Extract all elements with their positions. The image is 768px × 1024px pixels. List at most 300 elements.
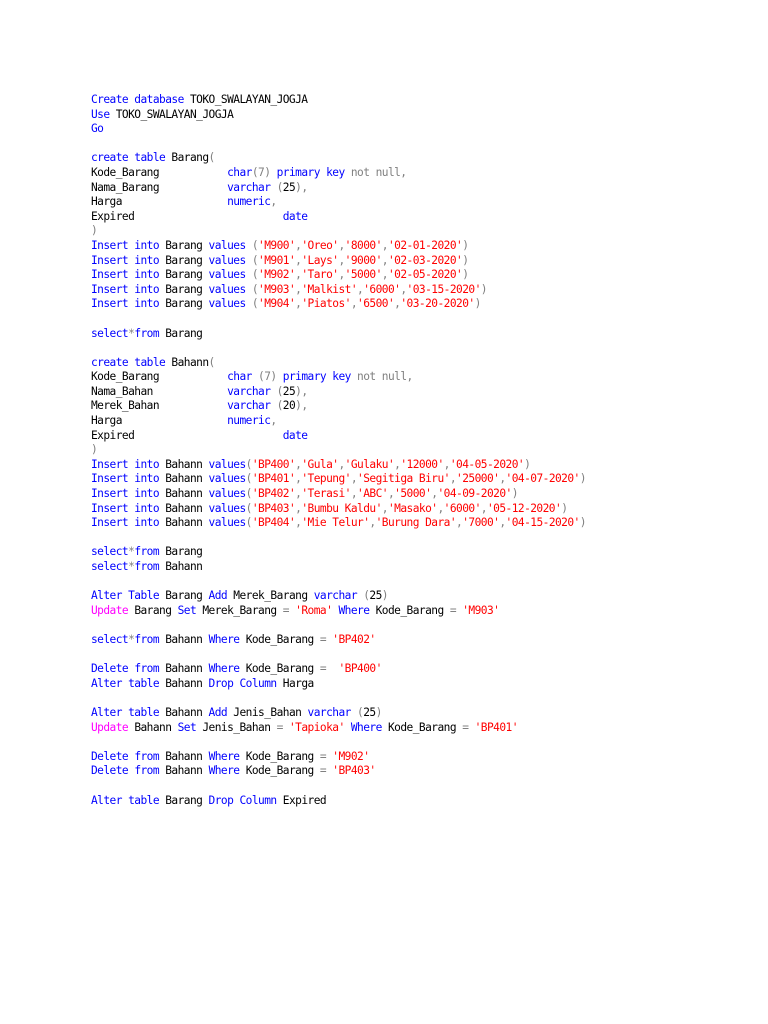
code-token: , <box>338 268 345 282</box>
code-token: 'M903' <box>258 282 296 296</box>
code-token: , <box>400 282 407 296</box>
code-token: , <box>449 472 457 486</box>
code-token: 'Gula' <box>301 457 339 471</box>
code-token: Barang <box>165 253 209 267</box>
code-token: , <box>295 282 302 296</box>
code-token: , <box>350 487 358 501</box>
code-line <box>91 516 586 531</box>
code-token: numeric <box>227 414 271 428</box>
code-token: Set <box>177 603 203 617</box>
code-token: Harga <box>91 414 228 428</box>
code-token: , <box>338 238 345 252</box>
code-token: 'BP403' <box>251 501 296 515</box>
code-token: varchar <box>307 705 358 719</box>
code-token: '5000' <box>344 268 382 282</box>
sql-code-block <box>91 93 586 808</box>
code-token: varchar <box>227 399 277 413</box>
code-token: from <box>134 662 166 676</box>
code-token: , <box>387 487 395 501</box>
code-token: char <box>227 370 259 384</box>
code-token: = <box>319 632 333 646</box>
code-token: , <box>295 472 302 486</box>
code-token: 'BP401' <box>251 472 296 486</box>
code-token: Expired <box>91 209 283 223</box>
code-token: , <box>437 501 444 515</box>
code-token: Create database <box>91 93 190 106</box>
code-token: Insert into <box>91 457 166 471</box>
code-token: Where <box>208 764 246 778</box>
code-token: values <box>208 472 246 486</box>
code-token: = <box>319 662 339 676</box>
code-token: 'Taro' <box>301 268 339 282</box>
code-token: 20 <box>282 399 296 413</box>
code-token: 'M903' <box>462 603 500 617</box>
code-token: ) <box>511 487 518 501</box>
code-token: values <box>208 282 252 296</box>
code-token: Alter table <box>91 793 166 807</box>
code-token: , <box>338 253 345 267</box>
code-token: 'Burung Dara' <box>375 516 457 530</box>
blank-line <box>91 531 586 546</box>
code-line <box>91 122 586 137</box>
code-token: , <box>270 414 277 428</box>
code-token: , <box>350 297 358 311</box>
code-line <box>91 166 586 181</box>
code-line <box>91 750 586 765</box>
code-line <box>91 108 586 123</box>
code-token: ( <box>251 253 259 267</box>
code-token: values <box>208 516 246 530</box>
code-token: '04-09-2020' <box>437 487 512 501</box>
code-line <box>91 677 586 692</box>
code-line <box>91 502 586 517</box>
code-token: Kode_Barang <box>387 720 463 734</box>
code-token: 'Mie Telur' <box>301 516 370 530</box>
code-token: create table <box>91 355 172 369</box>
code-token: select <box>91 632 129 646</box>
code-token: , <box>381 501 388 515</box>
code-token: Insert into <box>91 268 166 282</box>
code-token: 'BP403' <box>332 764 376 778</box>
code-token: , <box>443 457 450 471</box>
code-token: varchar <box>313 589 364 603</box>
code-token: char <box>227 165 252 179</box>
code-token: Barang <box>165 326 203 340</box>
code-token: not null, <box>350 165 407 179</box>
code-token: Bahann <box>171 355 209 369</box>
code-line <box>91 224 586 239</box>
code-token: Where <box>350 720 388 734</box>
blank-line <box>91 575 586 590</box>
code-token: date <box>282 428 308 442</box>
code-token: , <box>270 195 277 209</box>
code-token: from <box>134 632 166 646</box>
code-line <box>91 151 586 166</box>
code-line <box>91 721 586 736</box>
code-token: from <box>134 749 166 763</box>
code-token: Bahann <box>165 632 209 646</box>
code-token: 25 <box>282 180 296 194</box>
code-token: ) <box>462 268 469 282</box>
code-token: Bahann <box>165 516 209 530</box>
code-token: '8000' <box>344 238 382 252</box>
code-token: '02-01-2020' <box>387 238 463 252</box>
blank-line <box>91 691 586 706</box>
code-token: * <box>128 545 135 559</box>
code-token: values <box>208 457 246 471</box>
code-token: '5000' <box>394 487 432 501</box>
code-token: 'Gulaku' <box>344 457 395 471</box>
code-token: * <box>128 560 135 573</box>
code-token: ) <box>561 501 568 515</box>
code-token: Kode_Barang <box>245 749 320 763</box>
code-token: Drop Column <box>208 793 283 807</box>
code-token: ( <box>245 501 252 515</box>
code-token: , <box>381 238 388 252</box>
code-token: 'Tapioka' <box>288 720 351 734</box>
code-token: Barang <box>171 151 209 165</box>
code-token: Kode_Barang <box>245 662 320 676</box>
code-token: * <box>128 632 135 646</box>
code-token: Bahann <box>165 705 209 719</box>
code-token: 'M902' <box>332 749 370 763</box>
code-token: , <box>295 297 302 311</box>
code-token: Bahann <box>165 472 209 486</box>
code-token: Delete <box>91 662 135 676</box>
code-token: '02-03-2020' <box>387 253 463 267</box>
code-token: ( <box>251 297 259 311</box>
code-token: Barang <box>165 268 209 282</box>
code-token: '04-05-2020' <box>449 457 525 471</box>
code-line <box>91 327 586 342</box>
blank-line <box>91 137 586 152</box>
code-token: Insert into <box>91 238 166 252</box>
code-token: 25 <box>363 705 376 719</box>
code-line <box>91 414 586 429</box>
blank-line <box>91 341 586 356</box>
code-token: Jenis_Bahan <box>233 705 308 719</box>
code-token: values <box>208 297 252 311</box>
code-token: Expired <box>282 793 327 807</box>
code-token: varchar <box>227 384 277 398</box>
code-token: ( <box>245 487 252 501</box>
code-token: Kode_Barang <box>245 632 320 646</box>
code-token: Kode_Barang <box>91 370 228 384</box>
code-token: Kode_Barang <box>245 764 320 778</box>
code-token: '7000' <box>462 516 500 530</box>
code-token: ( <box>276 180 283 194</box>
code-token: Merek_Bahan <box>91 399 228 413</box>
code-token: , <box>369 516 376 530</box>
code-token: ) <box>462 238 469 252</box>
code-token: Bahann <box>165 487 209 501</box>
code-line <box>91 662 586 677</box>
code-token: 'BP402' <box>332 632 376 646</box>
code-token: 25 <box>282 384 296 398</box>
code-line <box>91 297 586 312</box>
code-token: not null, <box>357 370 413 384</box>
code-token: Where <box>338 603 376 617</box>
code-line <box>91 268 586 283</box>
code-token: = <box>282 603 296 617</box>
code-token: 'Oreo' <box>301 238 339 252</box>
code-token: ) <box>480 282 487 296</box>
code-token: '6500' <box>357 297 395 311</box>
code-token: ( <box>276 384 283 398</box>
code-token: , <box>381 268 388 282</box>
code-token: Where <box>208 632 246 646</box>
code-token: ) <box>375 705 382 719</box>
blank-line <box>91 648 586 663</box>
code-token: Bahann <box>165 457 209 471</box>
code-token: values <box>208 238 252 252</box>
code-token: from <box>134 545 166 559</box>
code-token: , <box>394 297 401 311</box>
code-token: 25 <box>369 589 382 603</box>
code-token: values <box>208 268 252 282</box>
code-token: date <box>282 209 308 223</box>
code-token: 'BP404' <box>251 516 296 530</box>
code-token: Barang <box>165 545 203 559</box>
code-token: = <box>462 720 475 734</box>
code-token: Delete <box>91 749 135 763</box>
code-token: 'ABC' <box>357 487 388 501</box>
code-token: Delete <box>91 764 135 778</box>
code-token: ( <box>208 355 215 369</box>
code-token: Harga <box>282 676 314 690</box>
code-token: , <box>295 268 302 282</box>
code-token: (7) <box>258 370 283 384</box>
code-token: , <box>350 472 358 486</box>
code-line <box>91 181 586 196</box>
code-token: Alter table <box>91 705 166 719</box>
code-token: from <box>134 560 166 573</box>
code-token: Update <box>91 603 135 617</box>
code-token: (7) <box>251 165 277 179</box>
code-token: 'BP400' <box>338 662 382 676</box>
code-token: 'BP401' <box>474 720 518 734</box>
code-line <box>91 239 586 254</box>
code-line <box>91 589 586 604</box>
code-token: Insert into <box>91 516 166 530</box>
code-token: ) <box>91 443 98 457</box>
code-token: , <box>456 516 463 530</box>
code-line <box>91 443 586 458</box>
code-line <box>91 633 586 648</box>
blank-line <box>91 735 586 750</box>
code-token: select <box>91 545 129 559</box>
code-token: , <box>431 487 438 501</box>
code-line <box>91 560 586 575</box>
code-token: Insert into <box>91 253 166 267</box>
code-token: 'Lays' <box>301 253 339 267</box>
code-token: Bahann <box>134 720 178 734</box>
code-token: , <box>295 516 302 530</box>
code-line <box>91 604 586 619</box>
code-token: ), <box>295 384 308 398</box>
code-token: 'BP402' <box>251 487 296 501</box>
code-line <box>91 210 586 225</box>
code-token: Harga <box>91 195 228 209</box>
code-token: Insert into <box>91 487 166 501</box>
code-token: Barang <box>165 793 209 807</box>
code-token: ( <box>357 705 364 719</box>
code-token: Bahann <box>165 560 203 573</box>
code-token: ) <box>579 472 586 486</box>
code-token: Merek_Barang <box>202 603 283 617</box>
code-token: Update <box>91 720 135 734</box>
code-token: , <box>381 253 388 267</box>
code-token: = <box>276 720 289 734</box>
code-line <box>91 429 586 444</box>
code-token: '02-05-2020' <box>387 268 463 282</box>
blank-line <box>91 779 586 794</box>
code-token: Barang <box>165 297 209 311</box>
code-line <box>91 254 586 269</box>
code-line <box>91 487 586 502</box>
code-token: Add <box>208 589 234 603</box>
code-token: values <box>208 501 246 515</box>
code-line <box>91 385 586 400</box>
code-token: ( <box>251 238 259 252</box>
code-token: Barang <box>165 589 209 603</box>
code-token: Jenis_Bahan <box>202 720 277 734</box>
code-token: Nama_Bahan <box>91 384 228 398</box>
code-token: ) <box>474 297 481 311</box>
code-line <box>91 706 586 721</box>
code-token: ( <box>245 516 252 530</box>
code-token: ) <box>381 589 388 603</box>
code-token: ( <box>245 457 252 471</box>
code-token: ) <box>91 224 98 238</box>
code-token: Where <box>208 662 246 676</box>
code-token: ) <box>524 457 531 471</box>
code-token: Merek_Barang <box>233 589 314 603</box>
code-token: ( <box>251 282 259 296</box>
code-token: Alter Table <box>91 589 166 603</box>
code-token: Barang <box>165 282 209 296</box>
code-line <box>91 370 586 385</box>
code-token: 'Piatos' <box>301 297 351 311</box>
code-token: Set <box>177 720 203 734</box>
code-token: Go <box>91 122 104 136</box>
code-token: primary key <box>276 165 351 179</box>
code-token: 'Roma' <box>295 603 339 617</box>
code-token: Alter table <box>91 676 166 690</box>
code-token: ( <box>208 151 215 165</box>
code-token: '6000' <box>443 501 481 515</box>
code-token: 'BP400' <box>251 457 296 471</box>
code-token: 'Malkist' <box>301 282 358 296</box>
code-token: Insert into <box>91 297 166 311</box>
code-token: ), <box>295 399 308 413</box>
code-token: Nama_Barang <box>91 180 228 194</box>
code-token: '25000' <box>456 472 500 486</box>
code-token: Use <box>91 107 116 121</box>
code-token: Bahann <box>165 764 209 778</box>
code-token: , <box>295 238 302 252</box>
code-token: TOKO_SWALAYAN_JOGJA <box>189 93 308 106</box>
code-token: '04-15-2020' <box>505 516 580 530</box>
code-token: Insert into <box>91 501 166 515</box>
code-token: 'Terasi' <box>301 487 351 501</box>
code-token: , <box>499 472 506 486</box>
code-line <box>91 195 586 210</box>
code-line <box>91 399 586 414</box>
code-token: numeric <box>227 195 271 209</box>
code-token: Bahann <box>165 501 209 515</box>
code-token: 'M904' <box>258 297 296 311</box>
code-token: from <box>134 764 166 778</box>
code-token: Kode_Barang <box>375 603 450 617</box>
code-token: , <box>295 457 302 471</box>
code-token: '04-07-2020' <box>505 472 580 486</box>
code-line <box>91 472 586 487</box>
code-token: values <box>208 487 246 501</box>
code-token: from <box>134 326 166 340</box>
blank-line <box>91 312 586 327</box>
code-token: ) <box>579 516 586 530</box>
code-token: = <box>319 749 333 763</box>
code-token: = <box>319 764 333 778</box>
code-token: select <box>91 326 129 340</box>
code-token: Bahann <box>165 749 209 763</box>
code-token: 'M901' <box>258 253 296 267</box>
code-token: Add <box>208 705 234 719</box>
code-token: ( <box>276 399 283 413</box>
code-token: , <box>499 516 506 530</box>
code-token: ( <box>245 472 252 486</box>
code-token: ( <box>251 268 259 282</box>
code-token: create table <box>91 151 172 165</box>
code-token: = <box>449 603 463 617</box>
code-token: Expired <box>91 428 283 442</box>
code-token: Drop Column <box>208 676 283 690</box>
code-token: '6000' <box>363 282 401 296</box>
code-token: , <box>295 487 302 501</box>
code-token: ), <box>295 180 308 194</box>
code-token: Bahann <box>165 662 209 676</box>
code-token: Kode_Barang <box>91 165 228 179</box>
code-line <box>91 794 586 809</box>
code-token: ) <box>462 253 469 267</box>
code-token: Barang <box>165 238 209 252</box>
code-token: 'Bumbu Kaldu' <box>301 501 382 515</box>
code-token: 'M900' <box>258 238 296 252</box>
code-token: '05-12-2020' <box>486 501 562 515</box>
code-token: 'M902' <box>258 268 296 282</box>
code-token: primary key <box>282 370 358 384</box>
code-token: ( <box>363 589 370 603</box>
code-token: , <box>338 457 345 471</box>
code-line <box>91 356 586 371</box>
code-token: TOKO_SWALAYAN_JOGJA <box>115 107 234 121</box>
code-token: '03-20-2020' <box>400 297 475 311</box>
code-token: '12000' <box>400 457 444 471</box>
code-line <box>91 458 586 473</box>
code-token: Insert into <box>91 282 166 296</box>
code-token: Bahann <box>165 676 209 690</box>
code-token: , <box>480 501 487 515</box>
code-token: varchar <box>227 180 277 194</box>
code-token: , <box>295 253 302 267</box>
code-token: Barang <box>134 603 178 617</box>
code-token: Insert into <box>91 472 166 486</box>
code-token: values <box>208 253 252 267</box>
code-token: select <box>91 560 129 573</box>
code-line <box>91 93 586 108</box>
blank-line <box>91 618 586 633</box>
